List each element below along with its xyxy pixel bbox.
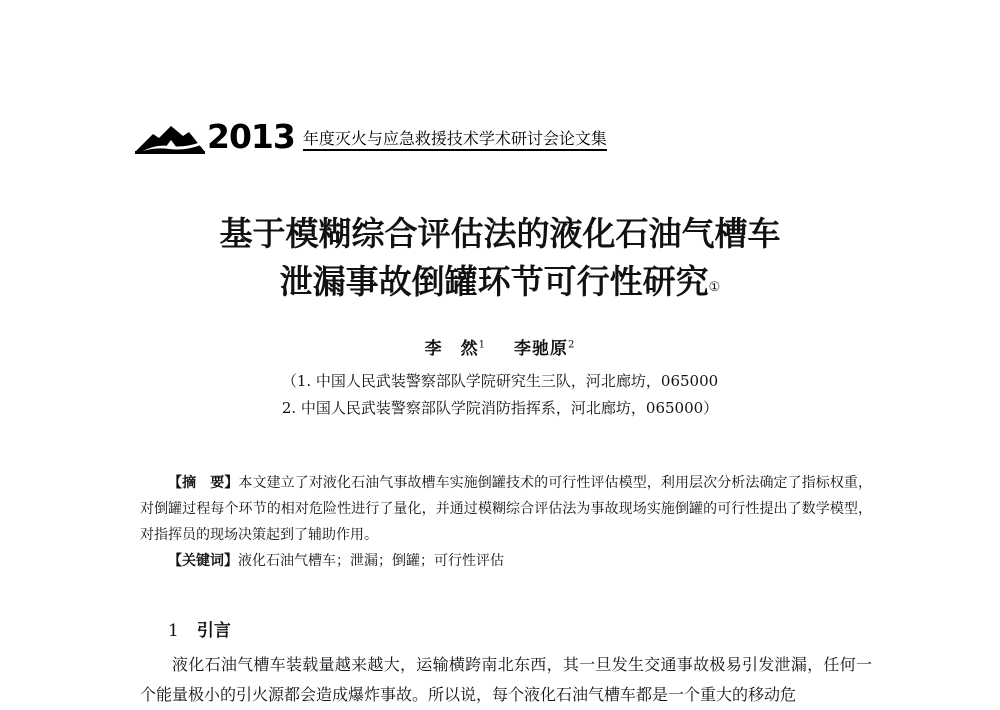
affiliation-1: （1. 中国人民武装警察部队学院研究生三队，河北廊坊，065000 xyxy=(281,372,719,390)
author-list xyxy=(0,334,1000,359)
body-paragraph: 液化石油气槽车装载量越来越大，运输横跨南北东西，其一旦发生交通事故极易引发泄漏，任何一个能量极小的引火源都会造成爆炸事故。所以说，每个液化石油气槽车都是一个重大的移动危 xyxy=(140,655,872,704)
author-affil-mark: 1 xyxy=(478,339,486,351)
author-affil-mark: 2 xyxy=(568,339,576,351)
section-heading xyxy=(168,616,231,641)
keywords-text: 液化石油气槽车；泄漏；倒罐；可行性评估 xyxy=(238,553,504,569)
abstract-paragraph xyxy=(140,470,872,548)
paper-title xyxy=(0,210,1000,306)
page-header xyxy=(135,118,607,154)
author-name: 李 然 xyxy=(424,339,479,359)
title-line-2-wrap xyxy=(0,258,1000,306)
section-title: 引言 xyxy=(196,621,231,641)
section-body xyxy=(140,650,872,710)
abstract xyxy=(140,470,872,574)
header-year: 2013 xyxy=(207,117,295,156)
abstract-text: 本文建立了对液化石油气事故槽车实施倒罐技术的可行性评估模型，利用层次分析法确定了指标权重，对倒罐过程每个环节的相对危险性进行了量化，并通过模糊综合评估法为事故现场实施倒罐的可行性提出了数学模型，对指挥员的现场决策起到了辅助作用。 xyxy=(140,475,873,543)
abstract-label: 【摘 要】 xyxy=(168,475,239,491)
keywords-label: 【关键词】 xyxy=(168,553,238,569)
section-number: 1 xyxy=(168,621,179,641)
title-line-2: 泄漏事故倒罐环节可行性研究 xyxy=(279,262,709,301)
conference-logo-icon xyxy=(135,118,205,154)
keywords-line xyxy=(140,548,872,574)
header-series-title: 年度灭火与应急救援技术学术研讨会论文集 xyxy=(303,130,607,151)
affiliation-2: 2. 中国人民武装警察部队学院消防指挥系，河北廊坊，065000） xyxy=(281,399,719,417)
title-footnote-mark: ① xyxy=(708,280,721,295)
author-name: 李驰原 xyxy=(514,339,568,359)
title-line-1: 基于模糊综合评估法的液化石油气槽车 xyxy=(219,214,781,253)
